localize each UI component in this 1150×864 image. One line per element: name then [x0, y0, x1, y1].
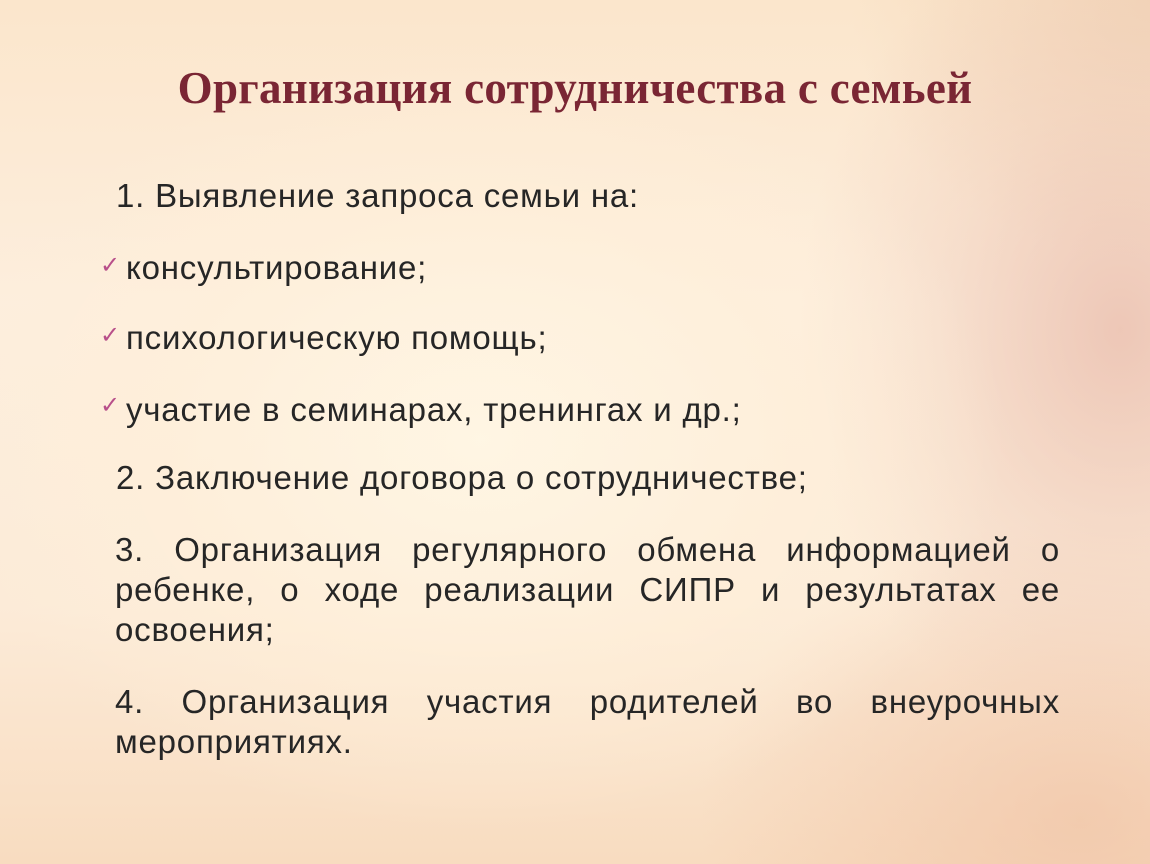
- checkmark-icon: ✓: [100, 392, 121, 419]
- slide-title: Организация сотрудничества с семьей: [177, 63, 973, 113]
- list-item-2: 2. Заключение договора о сотрудничестве;: [116, 459, 808, 496]
- sub-item-seminars: участие в семинарах, тренингах и др.;: [126, 391, 742, 428]
- list-item-3: 3. Организация регулярного обмена информацией о ребенке, о ходе реализации СИПР и результатах ее освоения;: [115, 531, 1060, 648]
- sub-item-consulting: консультирование;: [126, 249, 428, 286]
- list-item-4: 4. Организация участия родителей во внеурочных мероприятиях.: [115, 683, 1060, 760]
- sub-item-psych-help: психологическую помощь;: [126, 319, 548, 356]
- checkmark-icon: ✓: [100, 322, 121, 349]
- list-item-1: 1. Выявление запроса семьи на:: [116, 177, 640, 214]
- checkmark-icon: ✓: [100, 252, 121, 279]
